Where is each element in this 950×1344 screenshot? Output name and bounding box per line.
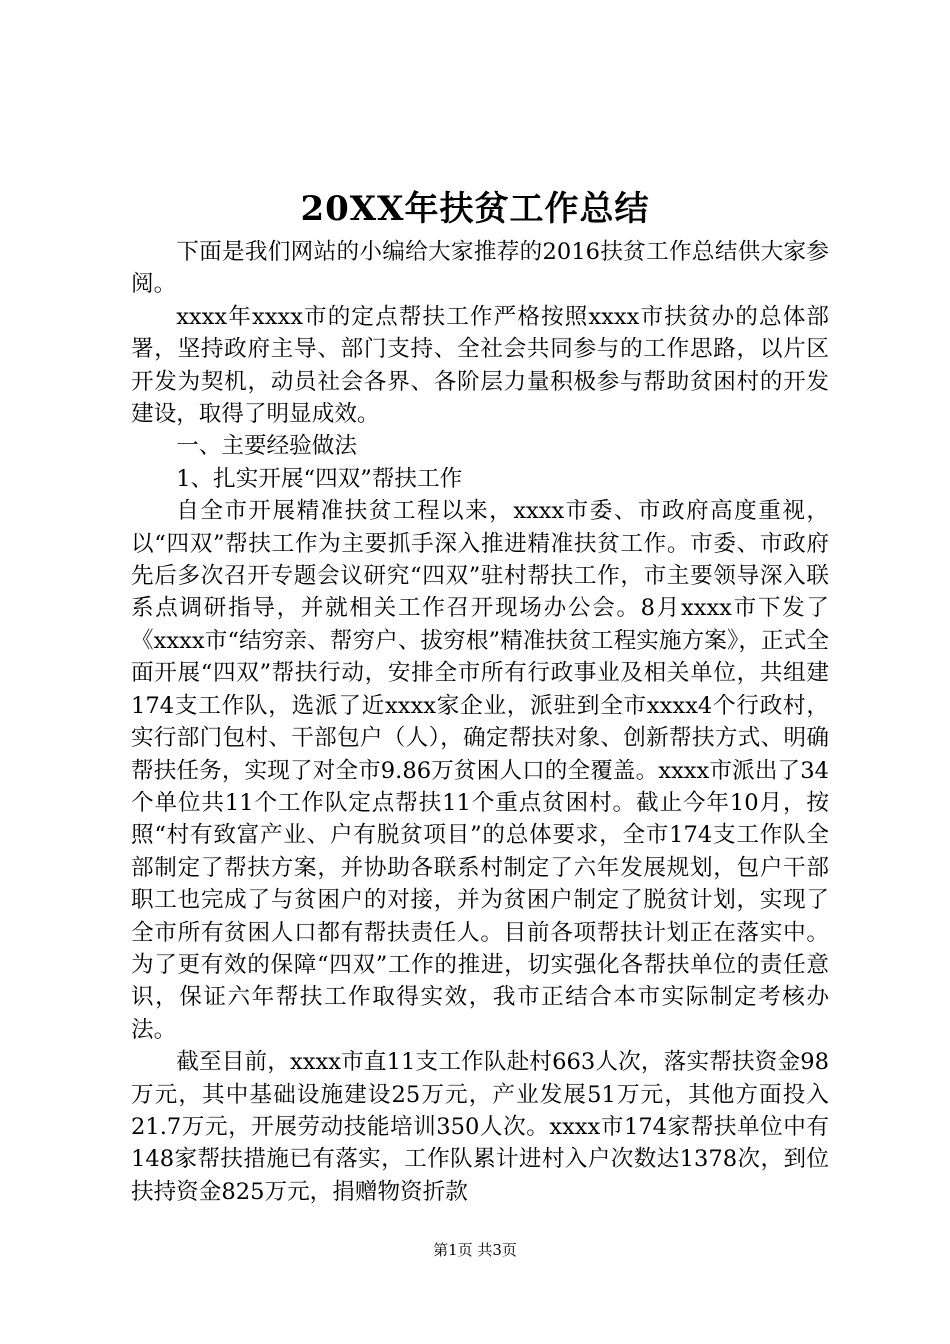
document-body xyxy=(131,236,829,1208)
section-heading: 一、主要经验做法 xyxy=(176,433,357,460)
paragraph-summary: xxxx年xxxx市的定点帮扶工作严格按照xxxx市扶贫办的总体部署，坚持政府主导、部门支持、全社会共同参与的工作思路，以片区开发为契机，动员社会各界、各阶层力量积极参与帮助贫困村的开发建设，取得了明显成效。 xyxy=(131,303,829,428)
subsection-heading: 1、扎实开展“四双”帮扶工作 xyxy=(176,465,463,492)
paragraph-details: 自全市开展精准扶贫工程以来，xxxx市委、市政府高度重视，以“四双”帮扶工作为主要抓手深入推进精准扶贫工作。市委、市政府先后多次召开专题会议研究“四双”驻村帮扶工作，市主要领导深入联系点调研指导，并就相关工作召开现场办公会。8月xxxx市下发了《xxxx市“结穷亲、帮穷户、拔穷根”精准扶贫工程实施方案》，正式全面开展“四双”帮扶行动，安排全市所有行政事业及相关单位，共组建174支工作队，选派了近xxxx家企业，派驻到全市xxxx4个行政村，实行部门包村、干部包户（人），确定帮扶对象、创新帮扶方式、明确帮扶任务，实现了对全市9.86万贫困人口的全覆盖。xxxx市派出了34个单位共11个工作队定点帮扶11个重点贫困村。截止今年10月，按照“村有致富产业、户有脱贫项目”的总体要求，全市174支工作队全部制定了帮扶方案，并协助各联系村制定了六年发展规划，包户干部职工也完成了与贫困户的对接，并为贫困户制定了脱贫计划，实现了全市所有贫困人口都有帮扶责任人。目前各项帮扶计划正在落实中。为了更有效的保障“四双”工作的推进，切实强化各帮扶单位的责任意识，保证六年帮扶工作取得实效，我市正结合本市实际制定考核办法。 xyxy=(131,498,829,1043)
paragraph-statistics: 截至目前，xxxx市直11支工作队赴村663人次，落实帮扶资金98万元，其中基础设施建设25万元，产业发展51万元，其他方面投入21.7万元，开展劳动技能培训350人次。xxxx市174家帮扶单位中有148家帮扶措施已有落实，工作队累计进村入户次数达1378次，到位扶持资金825万元，捐赠物资折款 xyxy=(131,1049,829,1205)
page-footer: 第1页 共3页 xyxy=(433,1241,517,1259)
paragraph-intro: 下面是我们网站的小编给大家推荐的2016扶贫工作总结供大家参阅。 xyxy=(131,239,829,298)
document-title: 20XX年扶贫工作总结 xyxy=(300,189,650,229)
